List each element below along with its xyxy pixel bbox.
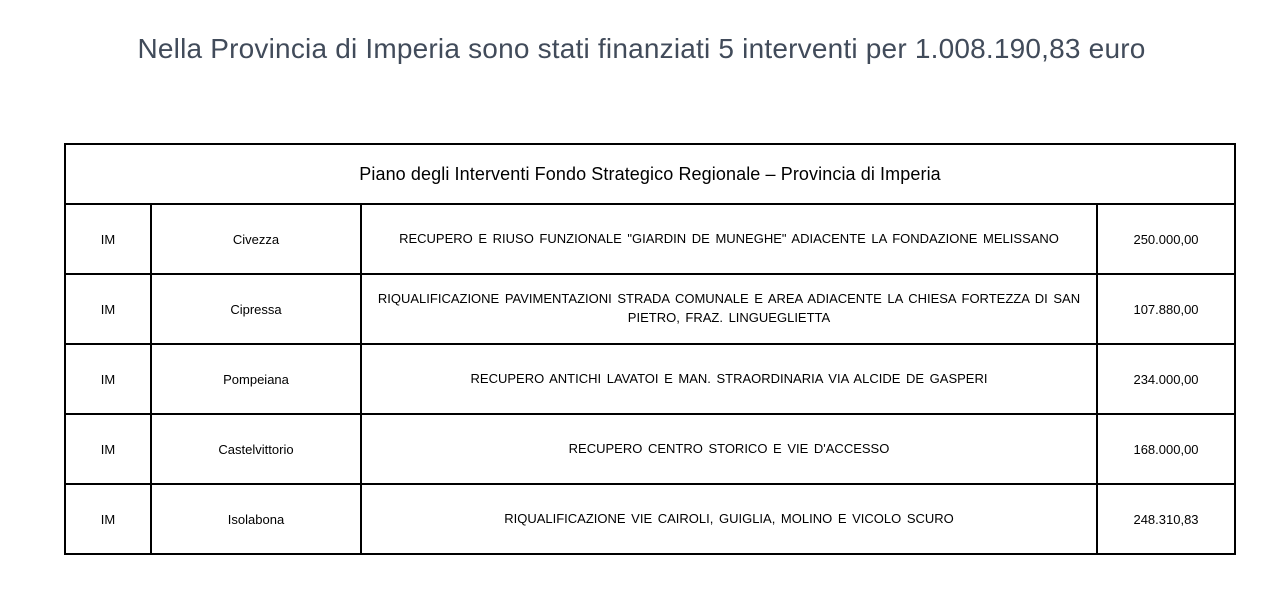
municipality-cell: Pompeiana <box>151 344 361 414</box>
municipality-cell: Isolabona <box>151 484 361 554</box>
table-row <box>65 274 1235 344</box>
table-title: Piano degli Interventi Fondo Strategico Regionale – Provincia di Imperia <box>65 144 1235 204</box>
page-title: Nella Provincia di Imperia sono stati finanziati 5 interventi per 1.008.190,83 euro <box>137 33 1146 64</box>
description-cell: RECUPERO E RIUSO FUNZIONALE "GIARDIN DE MUNEGHE" ADIACENTE LA FONDAZIONE MELISSANO <box>361 204 1097 274</box>
description-cell: RECUPERO ANTICHI LAVATOI E MAN. STRAORDINARIA VIA ALCIDE DE GASPERI <box>361 344 1097 414</box>
amount-cell: 250.000,00 <box>1097 204 1235 274</box>
municipality-cell: Cipressa <box>151 274 361 344</box>
municipality-cell: Civezza <box>151 204 361 274</box>
table-row <box>65 344 1235 414</box>
table-header-row <box>65 144 1235 204</box>
amount-cell: 234.000,00 <box>1097 344 1235 414</box>
interventions-table <box>64 143 1236 555</box>
description-cell: RIQUALIFICAZIONE PAVIMENTAZIONI STRADA COMUNALE E AREA ADIACENTE LA CHIESA FORTEZZA DI SAN PIETRO, FRAZ. LINGUEGLIETTA <box>361 274 1097 344</box>
province-cell: IM <box>65 274 151 344</box>
amount-cell: 168.000,00 <box>1097 414 1235 484</box>
province-cell: IM <box>65 344 151 414</box>
description-cell: RECUPERO CENTRO STORICO E VIE D'ACCESSO <box>361 414 1097 484</box>
table-row <box>65 204 1235 274</box>
province-cell: IM <box>65 484 151 554</box>
table-row <box>65 484 1235 554</box>
municipality-cell: Castelvittorio <box>151 414 361 484</box>
province-cell: IM <box>65 414 151 484</box>
table-row <box>65 414 1235 484</box>
description-cell: RIQUALIFICAZIONE VIE CAIROLI, GUIGLIA, MOLINO E VICOLO SCURO <box>361 484 1097 554</box>
amount-cell: 107.880,00 <box>1097 274 1235 344</box>
province-cell: IM <box>65 204 151 274</box>
amount-cell: 248.310,83 <box>1097 484 1235 554</box>
